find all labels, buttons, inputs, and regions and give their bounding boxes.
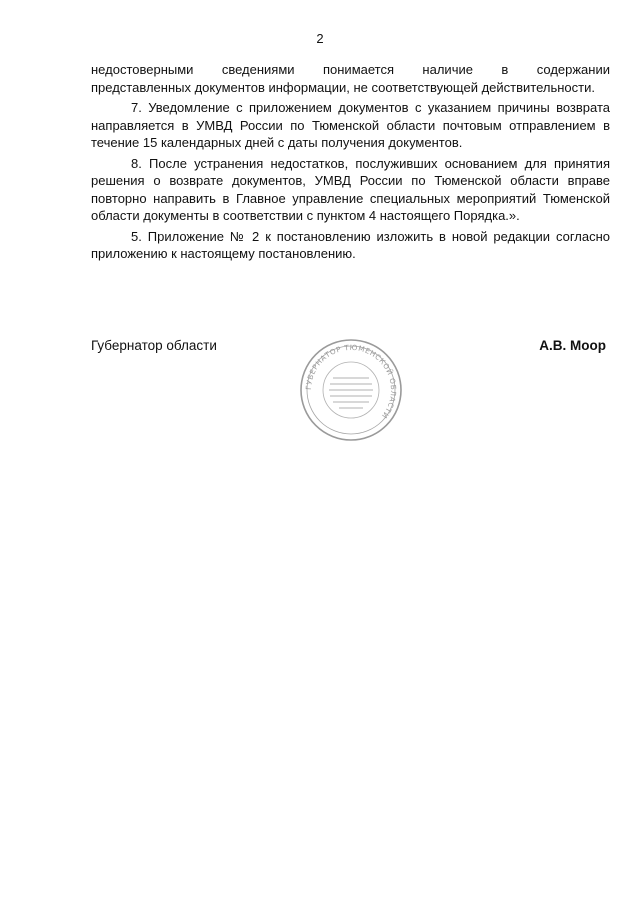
seal-center-lines	[329, 378, 373, 408]
paragraph-continuation-rest: представленных документов информации, не соответствующей действительности.	[91, 79, 595, 95]
seal-ring-text: ГУБЕРНАТОР ТЮМЕНСКОЙ ОБЛАСТИ	[303, 342, 399, 421]
signer-name: А.В. Моор	[539, 338, 606, 353]
official-seal-stamp	[299, 338, 403, 442]
paragraph-item-5: 5. Приложение № 2 к постановлению изложить в новой редакции согласно приложению к настоящему постановлению.	[91, 228, 610, 261]
svg-text:ГУБЕРНАТОР ТЮМЕНСКОЙ ОБЛАСТИ	[304, 343, 398, 421]
paragraph-continuation	[91, 61, 610, 96]
document-body	[91, 61, 610, 263]
signer-title: Губернатор области	[91, 338, 217, 353]
paragraph-item-7: 7. Уведомление с приложением документов с указанием причины возврата направляется в УМВД России по Тюменской области почтовым отправлением в течение 15 календарных дней с даты получения документов.	[91, 100, 610, 150]
paragraph-item-8: 8. После устранения недостатков, послуживших основанием для принятия решения о возврате документов, УМВД России по Тюменской области вправе повторно направить в Главное управление специальных мероприятий Тюменской области документы в соответствии с пунктом 4 настоящего Порядка.».	[91, 155, 610, 223]
paragraph-continuation-first-line: недостоверными сведениями понимается наличие в содержании	[91, 62, 610, 77]
page-number: 2	[316, 31, 324, 46]
